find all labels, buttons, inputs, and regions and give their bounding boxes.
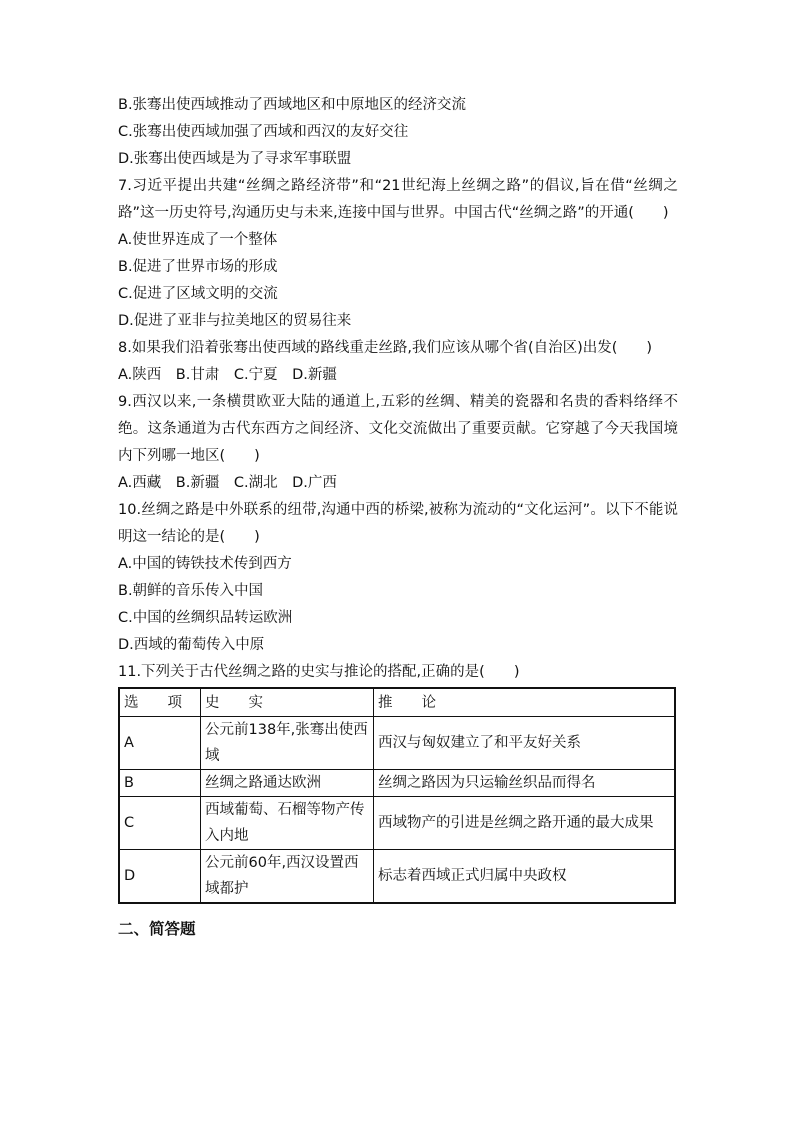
q7-option-b: B.促进了世界市场的形成 xyxy=(118,259,278,275)
q9-stem: 9.西汉以来,一条横贯欧亚大陆的通道上,五彩的丝绸、精美的瓷器和名贵的香料络绎不绝。这条通道为古代东西方之间经济、文化交流做出了重要贡献。它穿越了今天我国境内下列哪一地区( ) xyxy=(118,394,678,464)
section-title-short-answer: 二、简答题 xyxy=(118,920,196,938)
row-a-fact: 公元前138年,张骞出使西域 xyxy=(201,717,374,770)
q11-table xyxy=(118,687,676,904)
row-d-fact: 公元前60年,西汉设置西域都护 xyxy=(201,850,374,904)
row-c-fact: 西域葡萄、石榴等物产传入内地 xyxy=(201,797,374,850)
table-row xyxy=(119,770,675,797)
row-d-option: D xyxy=(119,850,201,904)
q11-stem: 11.下列关于古代丝绸之路的史实与推论的搭配,正确的是( ) xyxy=(118,664,520,680)
q10-stem: 10.丝绸之路是中外联系的纽带,沟通中西的桥梁,被称为流动的“文化运河”。以下不能说明这一结论的是( ) xyxy=(118,502,678,545)
table-row xyxy=(119,850,675,904)
q7-option-d: D.促进了亚非与拉美地区的贸易往来 xyxy=(118,313,352,329)
row-b-inference: 丝绸之路因为只运输丝织品而得名 xyxy=(374,770,676,797)
q10-option-b: B.朝鲜的音乐传入中国 xyxy=(118,583,264,599)
q6-option-c: C.张骞出使西域加强了西域和西汉的友好交往 xyxy=(118,124,409,140)
table-row xyxy=(119,797,675,850)
row-c-inference: 西域物产的引进是丝绸之路开通的最大成果 xyxy=(374,797,676,850)
row-d-inference: 标志着西域正式归属中央政权 xyxy=(374,850,676,904)
row-b-fact: 丝绸之路通达欧洲 xyxy=(201,770,374,797)
row-a-inference: 西汉与匈奴建立了和平友好关系 xyxy=(374,717,676,770)
q10-option-a: A.中国的铸铁技术传到西方 xyxy=(118,556,292,572)
row-a-option: A xyxy=(119,717,201,770)
header-fact: 史 实 xyxy=(201,688,374,717)
table-row xyxy=(119,717,675,770)
q10-option-c: C.中国的丝绸织品转运欧洲 xyxy=(118,610,293,626)
q6-option-d: D.张骞出使西域是为了寻求军事联盟 xyxy=(118,151,352,167)
table-header-row xyxy=(119,688,675,717)
header-option: 选 项 xyxy=(119,688,201,717)
q8-stem: 8.如果我们沿着张骞出使西域的路线重走丝路,我们应该从哪个省(自治区)出发( ) xyxy=(118,340,653,356)
q7-stem: 7.习近平提出共建“丝绸之路经济带”和“21世纪海上丝绸之路”的倡议,旨在借“丝绸之路”这一历史符号,沟通历史与未来,连接中国与世界。中国古代“丝绸之路”的开通( ) xyxy=(118,178,678,221)
q7-option-c: C.促进了区域文明的交流 xyxy=(118,286,278,302)
q7-option-a: A.使世界连成了一个整体 xyxy=(118,232,278,248)
q9-options: A.西藏 B.新疆 C.湖北 D.广西 xyxy=(118,475,337,491)
header-inference: 推 论 xyxy=(374,688,676,717)
q6-option-b: B.张骞出使西域推动了西域地区和中原地区的经济交流 xyxy=(118,97,467,113)
row-b-option: B xyxy=(119,770,201,797)
document-page xyxy=(118,92,678,942)
q10-option-d: D.西域的葡萄传入中原 xyxy=(118,637,265,653)
row-c-option: C xyxy=(119,797,201,850)
q8-options: A.陕西 B.甘肃 C.宁夏 D.新疆 xyxy=(118,367,337,383)
